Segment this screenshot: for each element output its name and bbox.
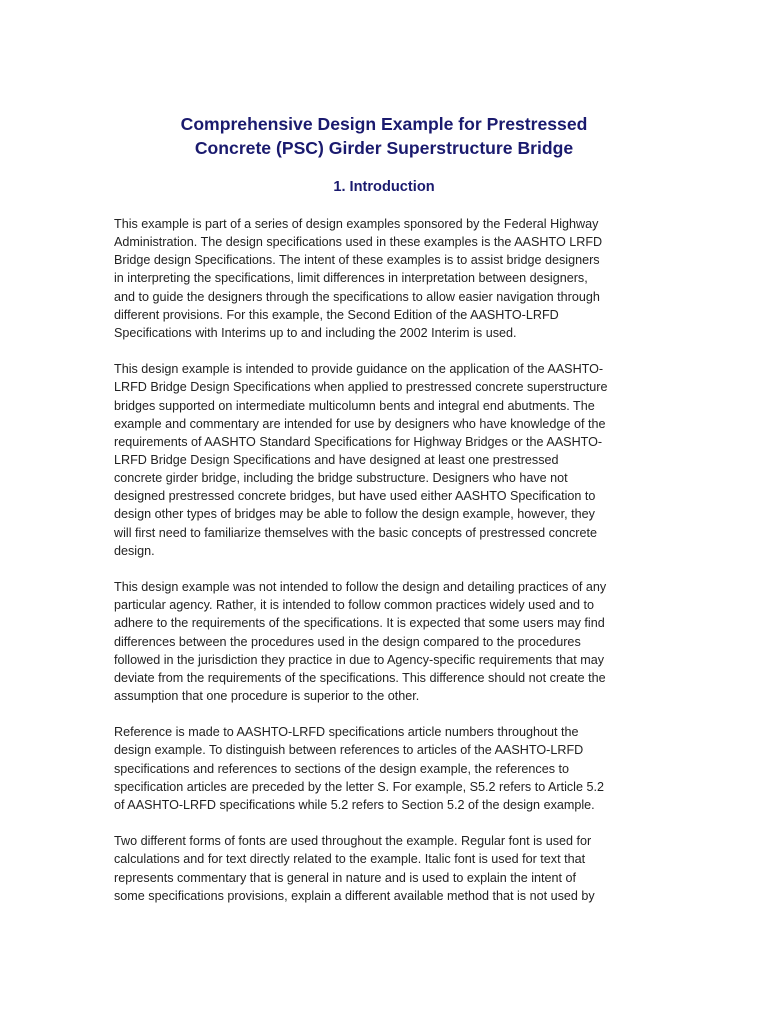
paragraph-line: concrete girder bridge, including the bridge substructure. Designers who have not [114,471,568,486]
paragraph-line: represents commentary that is general in nature and is used to explain the intent of [114,870,577,885]
paragraph-line: will first need to familiarize themselves with the basic concepts of prestressed concrete [114,525,597,540]
paragraph-line: Reference is made to AASHTO-LRFD specifications article numbers throughout the [114,725,579,740]
body-paragraph [114,832,659,905]
paragraph-line: Administration. The design specifications used in these examples is the AASHTO LRFD [114,235,603,250]
paragraph-line: of AASHTO-LRFD specifications while 5.2 refers to Section 5.2 of the design example. [114,797,595,812]
paragraph-line: bridges supported on intermediate multicolumn bents and integral end abutments. The [114,398,595,413]
paragraph-line: specifications and references to sections of the design example, the references to [114,761,570,776]
paragraph-line: in interpreting the specifications, limit differences in interpretation between designers, [114,271,588,286]
paragraph-line: This example is part of a series of design examples sponsored by the Federal Highway [114,217,599,231]
document-title-line-1: Comprehensive Design Example for Prestressed [180,114,588,134]
paragraph-line: assumption that one procedure is superior to the other. [114,689,420,704]
paragraph-line: LRFD Bridge Design Specifications and have designed at least one prestressed [114,453,559,468]
document-title-line-2: Concrete (PSC) Girder Superstructure Bridge [194,138,574,158]
paragraph-line: requirements of AASHTO Standard Specifications for Highway Bridges or the AASHTO- [114,434,603,449]
paragraph-line: some specifications provisions, explain a different available method that is not used by [114,888,595,903]
paragraph-line: Bridge design Specifications. The intent of these examples is to assist bridge designers [114,253,600,268]
body-paragraph [114,723,659,814]
body-paragraph [114,360,659,560]
document-body [114,215,659,923]
paragraph-line: adhere to the requirements of the specifications. It is expected that some users may find [114,616,605,631]
paragraph-line: specification articles are preceded by the letter S. For example, S5.2 refers to Article 5.2 [114,779,604,794]
paragraph-line: design other types of bridges may be able to follow the design example, however, they [114,507,595,522]
paragraph-line: followed in the jurisdiction they practice in due to Agency-specific requirements that may [114,652,605,667]
paragraph-line: and to guide the designers through the specifications to allow easier navigation through [114,289,600,304]
paragraph-line: different provisions. For this example, the Second Edition of the AASHTO-LRFD [114,307,559,322]
paragraph-line: differences between the procedures used in the design compared to the procedures [114,634,581,649]
paragraph-line: LRFD Bridge Design Specifications when applied to prestressed concrete superstructure [114,380,608,395]
section-heading: 1. Introduction [333,179,435,195]
paragraph-line: calculations and for text directly related to the example. Italic font is used for text that [114,852,586,867]
paragraph-line: design example. To distinguish between references to articles of the AASHTO-LRFD [114,743,584,758]
paragraph-line: Specifications with Interims up to and including the 2002 Interim is used. [114,325,517,340]
paragraph-line: This design example was not intended to follow the design and detailing practices of any [114,580,607,595]
paragraph-line: Two different forms of fonts are used throughout the example. Regular font is used for [114,834,592,849]
body-paragraph [114,215,659,342]
paragraph-line: This design example is intended to provide guidance on the application of the AASHTO- [114,362,604,377]
paragraph-line: particular agency. Rather, it is intended to follow common practices widely used and to [114,598,594,613]
paragraph-line: designed prestressed concrete bridges, but have used either AASHTO Specification to [114,489,596,504]
paragraph-line: design. [114,543,155,558]
document-title [84,112,684,160]
paragraph-line: deviate from the requirements of the specifications. This difference should not create the [114,670,606,685]
paragraph-line: example and commentary are intended for use by designers who have knowledge of the [114,416,606,431]
body-paragraph [114,578,659,705]
